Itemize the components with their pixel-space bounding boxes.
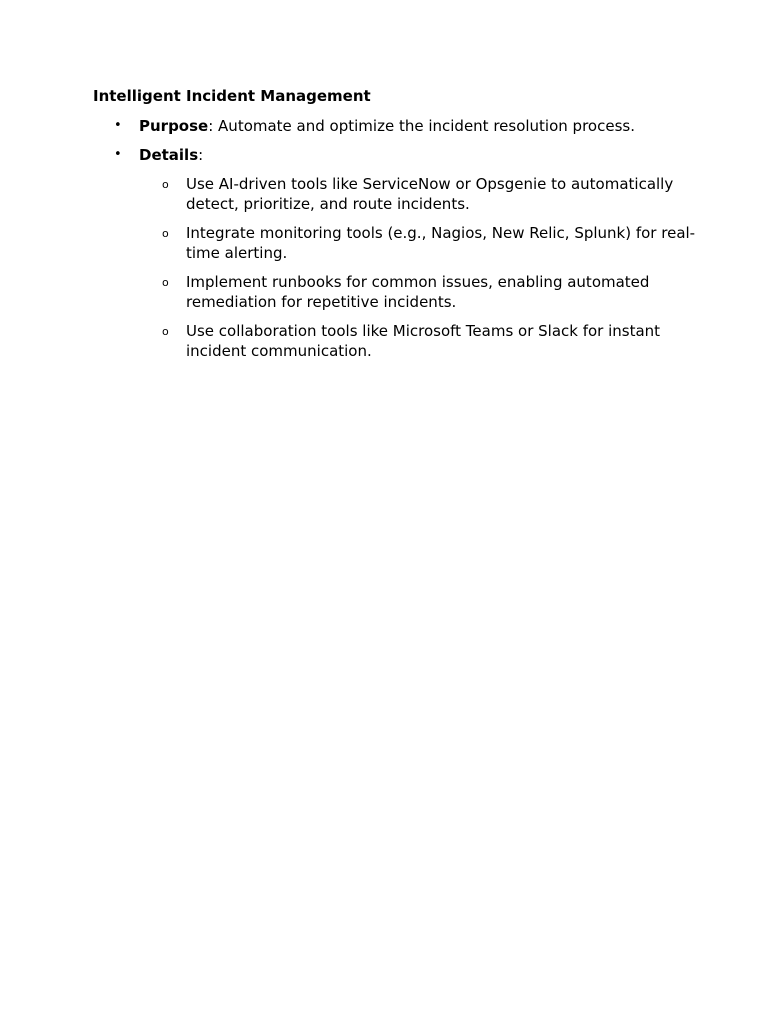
list-item-text — [139, 146, 203, 164]
label-separator: : — [198, 146, 204, 164]
circle-bullet-icon: o — [162, 325, 169, 338]
circle-bullet-icon: o — [162, 276, 169, 289]
sub-list-item-text: Use AI-driven tools like ServiceNow or Opsgenie to automatically detect, prioritize, and route incidents. — [186, 175, 674, 213]
label-separator: : — [208, 117, 214, 135]
list-item-body: Automate and optimize the incident resolution process. — [213, 117, 635, 135]
sub-list-item-text: Implement runbooks for common issues, enabling automated remediation for repetitive incidents. — [186, 273, 650, 311]
sub-list-item-text: Use collaboration tools like Microsoft Teams or Slack for instant incident communication. — [186, 322, 661, 360]
circle-bullet-icon: o — [162, 178, 169, 191]
list-item-text — [139, 117, 635, 135]
document-heading: Intelligent Incident Management — [93, 87, 371, 105]
bullet-icon: • — [114, 147, 122, 162]
list-item-label: Details — [139, 146, 199, 164]
bullet-icon: • — [114, 118, 122, 133]
sub-list-item-text: Integrate monitoring tools (e.g., Nagios, New Relic, Splunk) for real-time alerting. — [186, 224, 696, 262]
circle-bullet-icon: o — [162, 227, 169, 240]
list-item-label: Purpose — [139, 117, 209, 135]
